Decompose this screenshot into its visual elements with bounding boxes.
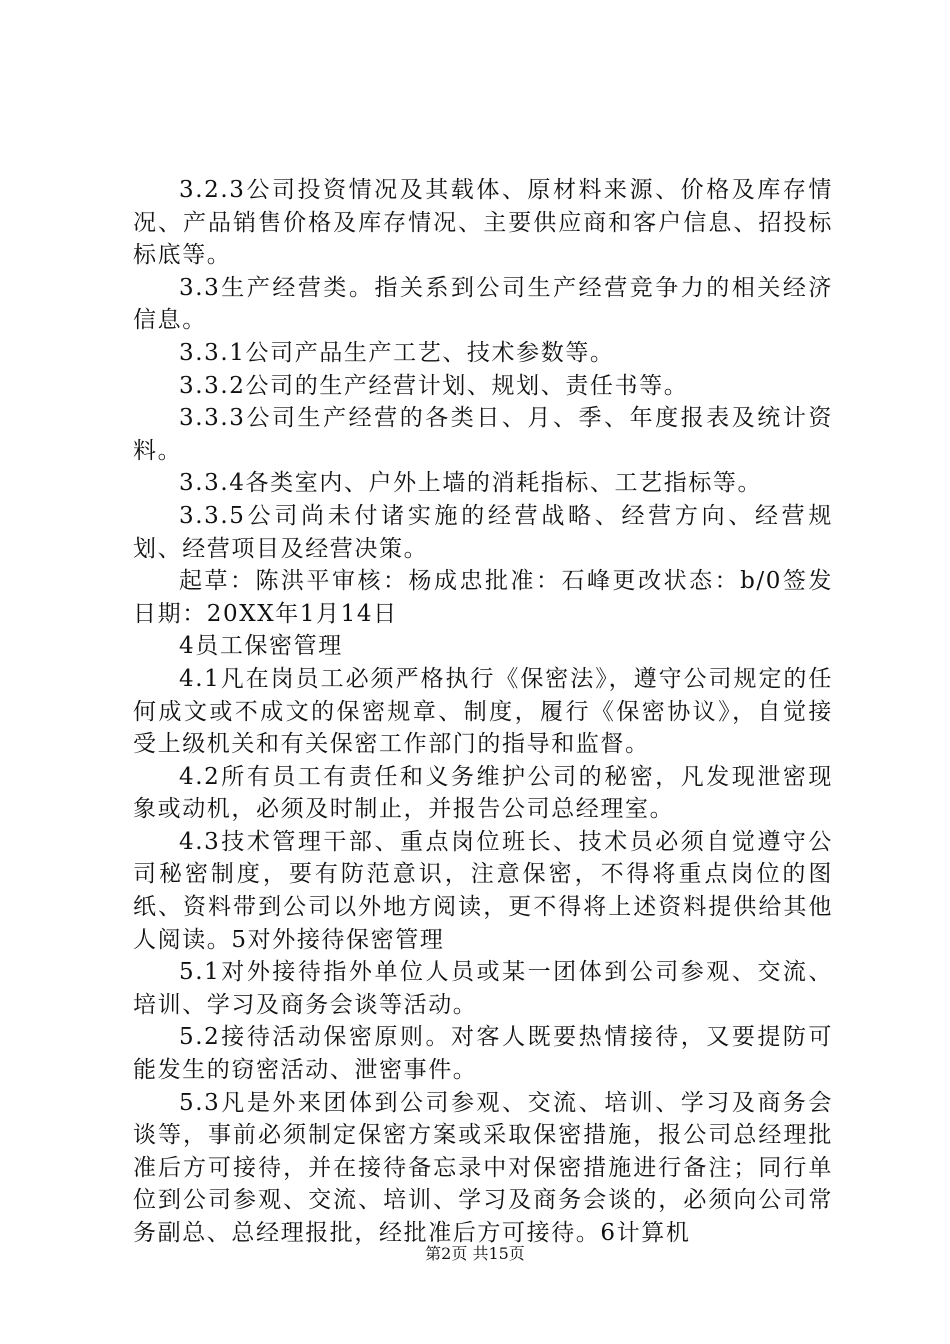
paragraph-3-3-1: 3.3.1公司产品生产工艺、技术参数等。 xyxy=(179,339,615,366)
page-footer xyxy=(0,1244,950,1264)
paragraph-3-2-3: 3.2.3公司投资情况及其载体、原材料来源、价格及库存情况、产品销售价格及库存情况、主要供应商和客户信息、招投标标底等。 xyxy=(133,177,833,269)
paragraph-3-3: 3.3生产经营类。指关系到公司生产经营竞争力的相关经济信息。 xyxy=(133,274,833,334)
paragraph-3-3-2: 3.3.2公司的生产经营计划、规划、责任书等。 xyxy=(179,372,689,399)
paragraph-4-1: 4.1凡在岗员工必须严格执行《保密法》，遵守公司规定的任何成文或不成文的保密规章、制度，履行《保密协议》，自觉接受上级机关和有关保密工作部门的指导和监督。 xyxy=(133,665,833,758)
paragraph-3-3-5: 3.3.5公司尚未付诸实施的经营战略、经营方向、经营规划、经营项目及经营决策。 xyxy=(133,502,833,562)
page-number-label: 第2页 共15页 xyxy=(425,1244,525,1263)
section-heading-4: 4员工保密管理 xyxy=(179,633,343,660)
signature-line: 起草：陈洪平审核：杨成忠批准：石峰更改状态：b/0签发日期：20XX年1月14日 xyxy=(133,568,833,627)
paragraph-5-3: 5.3凡是外来团体到公司参观、交流、培训、学习及商务会谈等，事前必须制定保密方案或采取保密措施，报公司总经理批准后方可接待，并在接待备忘录中对保密措施进行备注；同行单位到公司参观、交流、培训、学习及商务会谈的，必须向公司常务副总、总经理报批，经批准后方可接待。6计算机 xyxy=(133,1089,833,1246)
paragraph-5-2: 5.2接待活动保密原则。对客人既要热情接待，又要提防可能发生的窃密活动、泄密事件。 xyxy=(133,1024,833,1084)
paragraph-3-3-3: 3.3.3公司生产经营的各类日、月、季、年度报表及统计资料。 xyxy=(133,405,833,464)
paragraph-3-3-4: 3.3.4各类室内、户外上墙的消耗指标、工艺指标等。 xyxy=(179,470,763,497)
paragraph-4-3: 4.3技术管理干部、重点岗位班长、技术员必须自觉遵守公司秘密制度，要有防范意识，注意保密，不得将重点岗位的图纸、资料带到公司以外地方阅读，更不得将上述资料提供给其他人阅读。5对外接待保密管理 xyxy=(133,828,833,953)
paragraph-5-1: 5.1对外接待指外单位人员或某一团体到公司参观、交流、培训、学习及商务会谈等活动。 xyxy=(133,959,833,1018)
document-body xyxy=(133,174,833,1250)
paragraph-4-2: 4.2所有员工有责任和义务维护公司的秘密，凡发现泄密现象或动机，必须及时制止，并报告公司总经理室。 xyxy=(133,763,833,823)
